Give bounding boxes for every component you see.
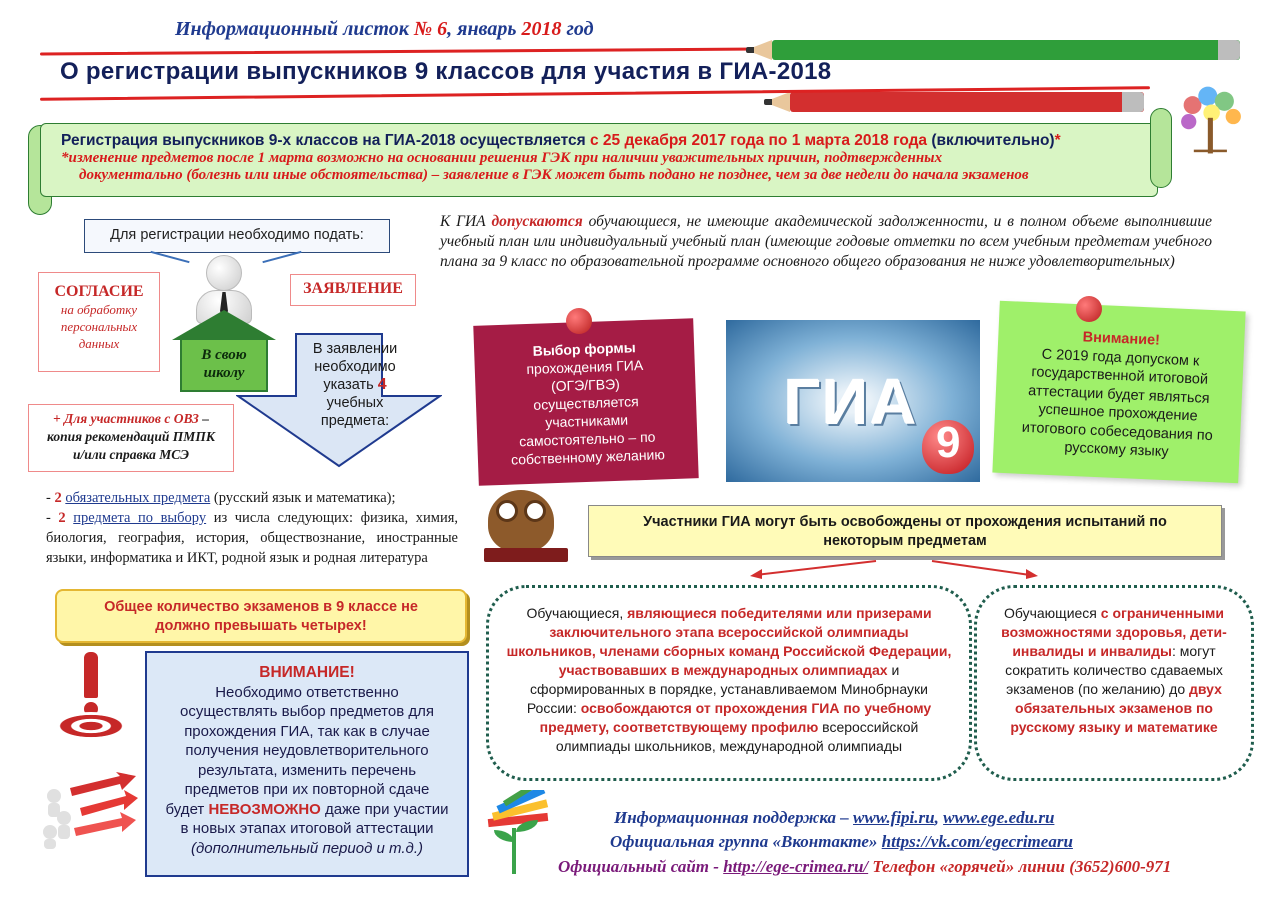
ovz-line: копия рекомендаций ПМПК <box>47 429 215 444</box>
ege-edu-link[interactable]: www.ege.edu.ru <box>943 808 1055 827</box>
book-icon <box>484 548 568 562</box>
form-choice-card <box>473 318 698 486</box>
issue-month: , январь <box>447 18 517 40</box>
arrow-note-line <box>294 376 416 394</box>
form-choice-title: Выбор формы <box>532 339 636 359</box>
dash: - <box>46 510 59 526</box>
form-choice-line: участниками <box>545 411 629 431</box>
ovz-dash: – <box>198 411 209 426</box>
owl-eye-icon <box>524 500 546 522</box>
issue-number: № 6 <box>413 18 448 40</box>
warning-line: прохождения ГИА, так как в случае <box>184 722 430 740</box>
total-line: Общее количество экзаменов в 9 классе не <box>104 599 418 615</box>
ovz-note-box <box>28 404 234 472</box>
fipi-link[interactable]: www.fipi.ru <box>853 808 935 827</box>
disability-exemption-box <box>974 585 1254 781</box>
admission-paragraph <box>440 212 1212 272</box>
pushpin-icon <box>1076 296 1102 322</box>
note-line: русскому языку <box>1064 439 1169 461</box>
ovz-line <box>29 410 233 428</box>
owl-eye-icon <box>496 500 518 522</box>
tree-icon <box>1162 86 1260 156</box>
disability-text: : могут сократить количество сдаваемых экзаменов (по желанию) до <box>1005 643 1223 697</box>
consent-line: персональных <box>60 319 138 334</box>
application-note <box>294 340 416 430</box>
banner-star: * <box>1054 132 1061 149</box>
disability-highlight: с ограниченными возможностями здоровья, дети-инвалиды и инвалиды <box>1001 605 1227 659</box>
subjects-count: 4 <box>377 376 387 393</box>
exclamation-icon <box>84 652 98 698</box>
registration-banner <box>40 123 1158 197</box>
elective-subjects-link[interactable]: предмета по выбору <box>73 510 207 526</box>
note-line: успешное прохождение <box>1038 401 1198 425</box>
disability-highlight: двух обязательных экзаменов по русскому языку и математике <box>1010 681 1222 735</box>
sprout-stem-icon <box>512 828 516 874</box>
owl-icon <box>488 490 554 552</box>
subjects-item-elective <box>46 508 458 568</box>
total-exams-box <box>55 589 467 643</box>
banner-line-2: *изменение предметов после 1 марта возможно на основании решения ГЭК при наличии уважительных причин, подтвержденных <box>61 150 943 166</box>
warning-box <box>145 651 469 877</box>
warning-line: в новых этапах итоговой аттестации <box>180 820 434 837</box>
ovz-line: и/или справка МСЭ <box>72 447 190 462</box>
form-choice-line: прохождения ГИА <box>526 356 644 378</box>
banner-line-1 <box>61 132 1137 150</box>
olympiad-text: и сформированных в порядке, устанавливаемом Минобрнауки России: <box>526 662 928 716</box>
banner-dates: с 25 декабря 2017 года по 1 марта 2018 года <box>589 132 928 149</box>
consent-line: на обработку <box>60 302 138 317</box>
footer-info-support <box>614 808 1054 828</box>
warning-line: (дополнительный период и т.д.) <box>191 839 423 857</box>
olympiad-text: Обучающиеся, <box>526 605 624 621</box>
red-arrow-left-icon <box>748 559 878 579</box>
issue-year: 2018 <box>521 18 562 40</box>
form-choice-line: (ОГЭ/ГВЭ) <box>550 375 621 395</box>
footer-label: Официальный сайт - <box>558 857 724 876</box>
pushpin-icon <box>566 308 592 334</box>
banner-scroll-right <box>1150 108 1172 188</box>
ovz-plus: + Для участников с ОВЗ <box>52 411 199 426</box>
arrow-note-line: предмета: <box>320 413 390 429</box>
leaf-icon <box>494 830 514 842</box>
warning-text: будет <box>165 800 205 818</box>
subjects-list <box>46 488 458 568</box>
vk-link[interactable]: https://vk.com/egecrimearu <box>881 832 1073 851</box>
warning-line <box>147 800 467 820</box>
consent-subtitle <box>39 301 159 352</box>
arrow-note-line: учебных <box>326 395 384 411</box>
exemption-box <box>588 505 1222 557</box>
warning-impossible: НЕВОЗМОЖНО <box>208 800 321 818</box>
arrow-note-text: указать <box>323 377 374 393</box>
target-icon <box>52 712 130 740</box>
house-line: школу <box>203 365 245 381</box>
warning-line: получения неудовлетворительного <box>185 742 429 759</box>
gia-word: ГИА <box>784 366 919 438</box>
exemption-line: некоторым предметам <box>823 533 987 549</box>
footer-separator: , <box>934 808 944 827</box>
form-choice-line: собственному желанию <box>510 446 666 468</box>
consent-title: СОГЛАСИЕ <box>54 283 144 300</box>
banner-text: Регистрация выпускников 9-х классов на ГИА-2018 осуществляется <box>61 132 586 149</box>
books-icon <box>486 790 552 830</box>
disability-text: Обучающиеся <box>1004 605 1097 621</box>
official-site-link[interactable]: http://ege-crimea.ru/ <box>723 857 869 876</box>
admission-text: К ГИА <box>440 213 486 230</box>
mandatory-subjects-link[interactable]: обязательных предмета <box>65 490 211 506</box>
arrow-note-line: В заявлении <box>312 341 398 357</box>
person-head-icon <box>206 255 242 291</box>
apple-digit: 9 <box>936 418 961 467</box>
note-line: государственной итоговой <box>1031 364 1209 388</box>
olympiad-text: всероссийской олимпиады школьников, международной олимпиады <box>555 719 919 754</box>
hotline-phone: Телефон «горячей» линии (3652)600-971 <box>868 857 1172 876</box>
subjects-number: 2 <box>58 510 66 526</box>
green-pencil-icon <box>772 40 1240 60</box>
needs-label: Для регистрации необходимо подать: <box>84 219 390 253</box>
people-arrows-icon <box>40 770 140 850</box>
warning-text: даже при участии <box>325 800 449 818</box>
arrow-note-line: необходимо <box>314 359 396 375</box>
interview-note-card <box>992 301 1245 484</box>
form-choice-line: самостоятельно – по <box>518 428 656 450</box>
footer-vk-group <box>610 832 1073 852</box>
olympiad-highlight: являющиеся победителями или призерами заключительного этапа всероссийской олимпиады школьников, членами сборных команд Российской Федерации, участвовавших в международных олимпиадах <box>506 605 952 678</box>
issue-suffix: год <box>566 18 594 40</box>
total-line: должно превышать четырех! <box>155 618 367 634</box>
note-line: итогового собеседования по <box>1021 419 1214 444</box>
warning-line: осуществлять выбор предметов для <box>180 703 434 720</box>
admission-text: обучающиеся, не имеющие академической задолженности, и в полном объеме выполнившие учебный план или индивидуальный учебный план (имеющие годовые отметки по всем учебным предметам учебного плана за 9 класс по образовательной программе основного общего образования не ниже удовлетворительных) <box>440 213 1212 270</box>
subjects-number: 2 <box>54 490 62 506</box>
consent-line: данных <box>78 336 120 351</box>
warning-line: результата, изменить перечень <box>197 761 417 779</box>
application-box: ЗАЯВЛЕНИЕ <box>290 274 416 306</box>
olympiad-highlight: освобождаются от прохождения ГИА по учебному предмету, соответствующему профилю <box>539 700 932 735</box>
olympiad-exemption-box <box>486 585 972 781</box>
gia-illustration <box>726 320 980 482</box>
consent-box <box>38 272 160 372</box>
subjects-item-mandatory <box>46 488 458 508</box>
footer-label: Информационная поддержка – <box>614 808 854 827</box>
note-line: С 2019 года допуском к <box>1041 346 1200 369</box>
note-title: Внимание! <box>1082 329 1161 349</box>
page-title: О регистрации выпускников 9 классов для участия в ГИА-2018 <box>60 58 832 85</box>
warning-line: Необходимо ответственно <box>215 683 399 701</box>
subjects-text: (русский язык и математика); <box>210 490 396 506</box>
form-choice-line: осуществляется <box>533 393 639 413</box>
red-arrow-right-icon <box>930 559 1040 579</box>
house-line: В свою <box>201 347 247 363</box>
dash: - <box>46 490 55 506</box>
red-pencil-icon <box>790 92 1144 112</box>
banner-line-3: документально (болезнь или иные обстоятельства) – заявление в ГЭК может быть подано не позднее, чем за две недели до начала экзаменов <box>79 167 1029 183</box>
admission-highlight: допускаются <box>491 213 583 230</box>
exemption-line: Участники ГИА могут быть освобождены от прохождения испытаний по <box>643 514 1167 530</box>
issue-line <box>175 18 594 41</box>
footer-official-site <box>558 857 1171 877</box>
warning-title: ВНИМАНИЕ! <box>259 664 355 681</box>
note-line: аттестации будет являться <box>1027 382 1210 407</box>
warning-line: предметов при их повторной сдаче <box>184 781 430 798</box>
issue-prefix: Информационный листок <box>175 18 409 40</box>
title-overline <box>40 47 760 55</box>
footer-label: Официальная группа «Вконтакте» <box>610 832 882 851</box>
banner-inclusive: (включительно) <box>931 132 1055 149</box>
subjects-text: из числа следующих: физика, химия, биология, география, история, обществознание, иностранные языки, информатика и ИКТ, родной язык и родная литература <box>46 510 458 566</box>
